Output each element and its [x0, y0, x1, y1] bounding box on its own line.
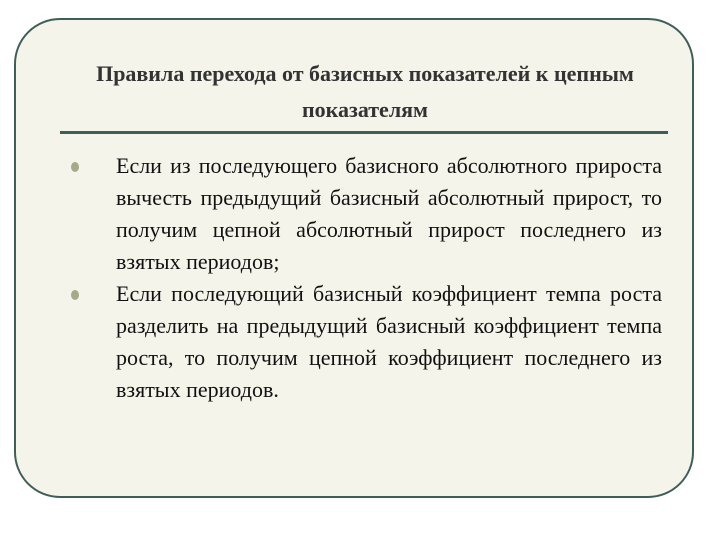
bullet-icon: [71, 162, 79, 172]
rules-list: [70, 150, 670, 406]
list-item-text: Если из последующего базисного абсолютного прироста вычесть предыдущий базисный абсолютный прирост, то получим цепной абсолютный прирост последнего из взятых периодов;: [116, 153, 662, 274]
list-item: [70, 278, 670, 406]
list-item: [70, 150, 670, 278]
bullet-icon: [71, 290, 79, 300]
title-divider: [60, 131, 668, 134]
list-item-text: Если последующий базисный коэффициент темпа роста разделить на предыдущий базисный коэффициент темпа роста, то получим цепной коэффициент последнего из взятых периодов.: [116, 281, 662, 402]
slide-title: Правила перехода от базисных показателей к цепным показателям: [96, 61, 634, 122]
